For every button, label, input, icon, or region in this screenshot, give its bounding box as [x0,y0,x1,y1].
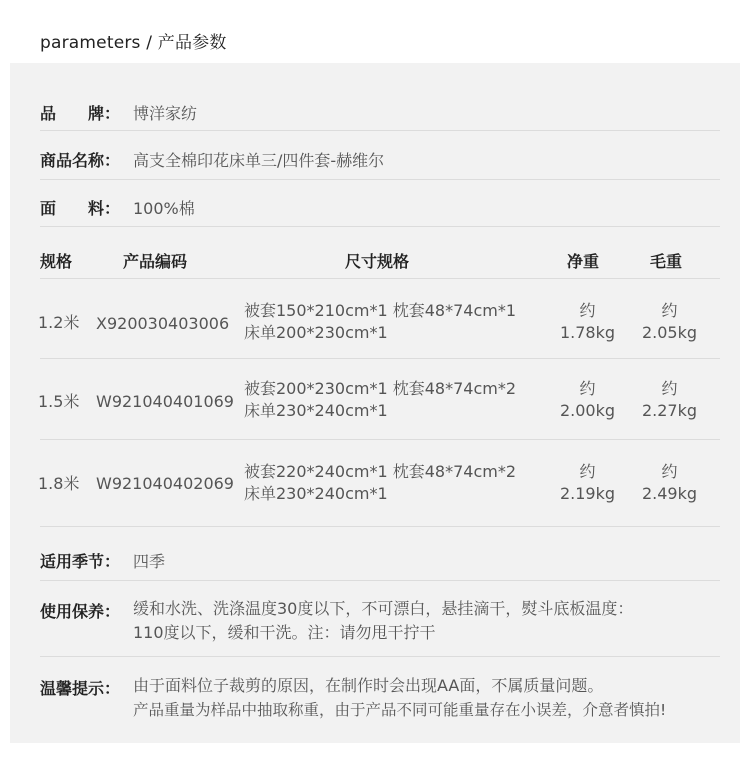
tips-text [133,674,666,722]
dimensions-line: 床单200*230cm*1 [244,323,388,342]
size-cell: 1.2米 [38,313,80,332]
approx-label: 约 [661,301,678,320]
dimensions-line: 被套150*210cm*1 枕套48*74cm*1 [244,301,517,320]
divider [40,226,720,227]
approx-label: 约 [579,301,596,320]
brand-label: 品 牌： [40,104,121,123]
gross-weight-cell [632,378,707,422]
approx-label: 约 [661,379,678,398]
size-cell: 1.5米 [38,392,80,411]
care-line: 110度以下，缓和干洗。注：请勿甩干拧干 [133,623,436,642]
dimensions-line: 被套220*240cm*1 枕套48*74cm*2 [244,462,517,481]
gross-weight-cell [632,461,707,505]
net-weight-cell [550,378,625,422]
gross-weight-cell [632,300,707,344]
divider [40,358,720,359]
weight-value: 2.00kg [559,401,616,420]
divider [40,439,720,440]
page-title: parameters / 产品参数 [40,33,227,53]
divider [40,179,720,180]
care-label: 使用保养： [40,602,121,621]
dimensions-line: 床单230*240cm*1 [244,401,388,420]
header-size: 规格 [40,252,73,271]
code-cell: X920030403006 [96,314,230,333]
fabric-value: 100%棉 [133,199,195,218]
season-value: 四季 [133,552,166,571]
parameters-panel [10,63,740,743]
approx-label: 约 [661,462,678,481]
divider [40,656,720,657]
approx-label: 约 [579,379,596,398]
header-net-weight: 净重 [567,252,600,271]
size-cell: 1.8米 [38,474,80,493]
dimensions-cell [244,300,516,344]
care-line: 缓和水洗、洗涤温度30度以下，不可漂白，悬挂滴干，熨斗底板温度： [133,599,634,618]
net-weight-cell [550,461,625,505]
header-code: 产品编码 [123,252,188,271]
season-label: 适用季节： [40,552,121,571]
tips-line: 由于面料位子裁剪的原因，在制作时会出现AA面，不属质量问题。 [133,676,604,695]
dimensions-line: 床单230*240cm*1 [244,484,388,503]
fabric-label: 面 料： [40,199,121,218]
weight-value: 2.27kg [641,401,698,420]
dimensions-line: 被套200*230cm*1 枕套48*74cm*2 [244,379,517,398]
code-cell: W921040402069 [96,474,234,493]
divider [40,130,720,131]
product-name-value: 高支全棉印花床单三/四件套-赫维尔 [133,151,385,170]
product-name-label: 商品名称： [40,151,121,170]
header-dimensions: 尺寸规格 [345,252,410,271]
header-gross-weight: 毛重 [650,252,683,271]
weight-value: 2.05kg [641,323,698,342]
divider [40,526,720,527]
weight-value: 2.49kg [641,484,698,503]
divider [40,580,720,581]
tips-label: 温馨提示： [40,679,121,698]
care-text [133,597,633,645]
brand-value: 博洋家纺 [133,104,198,123]
weight-value: 2.19kg [559,484,616,503]
code-cell: W921040401069 [96,392,234,411]
divider [40,278,720,279]
dimensions-cell [244,461,516,505]
net-weight-cell [550,300,625,344]
tips-line: 产品重量为样品中抽取称重，由于产品不同可能重量存在小误差，介意者慎拍! [133,701,667,719]
weight-value: 1.78kg [559,323,616,342]
approx-label: 约 [579,462,596,481]
dimensions-cell [244,378,516,422]
